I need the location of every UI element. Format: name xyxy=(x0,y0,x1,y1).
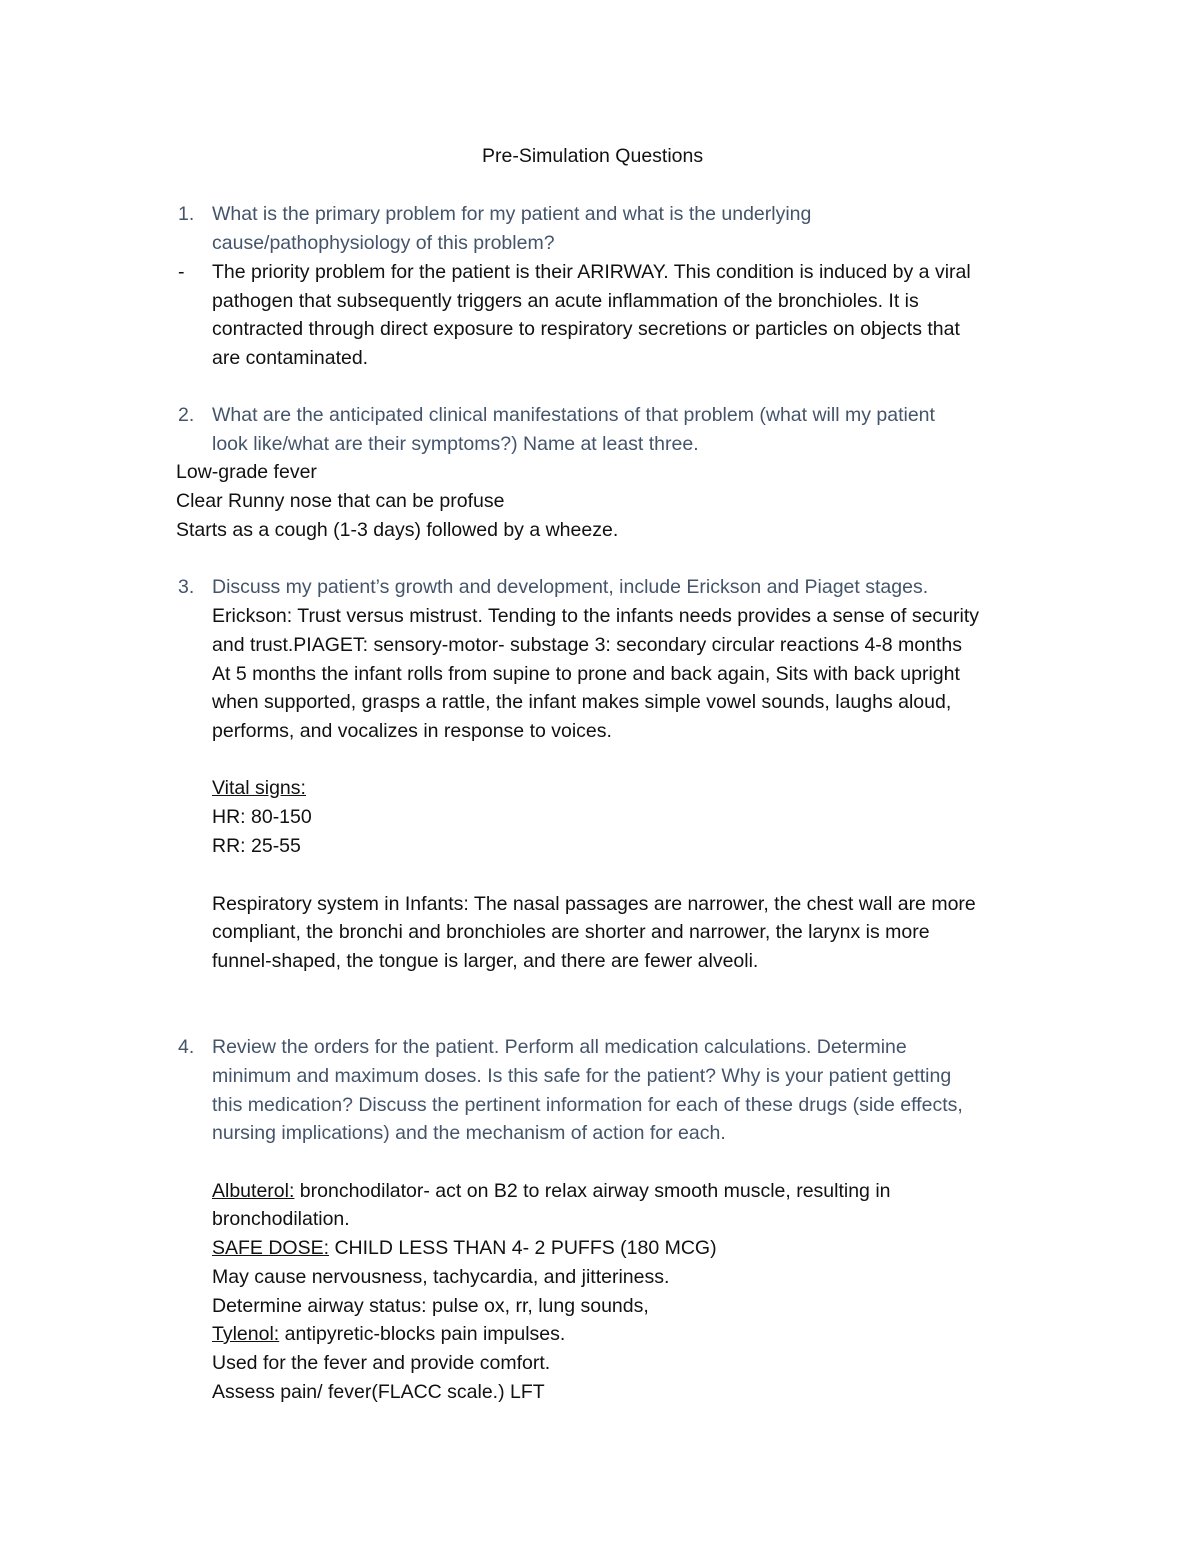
albuterol-note-2: Determine airway status: pulse ox, rr, lung sounds, xyxy=(212,1295,649,1317)
q3-answer-line-5: performs, and vocalizes in response to voices. xyxy=(212,720,612,742)
q1-answer-line-2: pathogen that subsequently triggers an acute inflammation of the bronchioles. It is xyxy=(212,290,919,312)
q1-question-line-1: What is the primary problem for my patient and what is the underlying xyxy=(212,203,812,225)
respiratory-line-3: funnel-shaped, the tongue is larger, and there are fewer alveoli. xyxy=(212,950,759,972)
q3-answer-line-1: Erickson: Trust versus mistrust. Tending to the infants needs provides a sense of security xyxy=(212,605,980,627)
q3-answer-line-2: and trust.PIAGET: sensory-motor- substage 3: secondary circular reactions 4-8 months xyxy=(212,634,962,656)
albuterol-note-1: May cause nervousness, tachycardia, and jitteriness. xyxy=(212,1266,670,1288)
q4-question-line-3: this medication? Discuss the pertinent information for each of these drugs (side effects, xyxy=(212,1094,963,1116)
q3-answer-line-3: At 5 months the infant rolls from supine to prone and back again, Sits with back upright xyxy=(212,663,960,685)
q3-question-line-1: Discuss my patient’s growth and development, include Erickson and Piaget stages. xyxy=(212,576,929,598)
q2-question-line-1: What are the anticipated clinical manifestations of that problem (what will my patient xyxy=(212,404,935,426)
vital-hr: HR: 80-150 xyxy=(212,806,312,828)
safe-dose-label: SAFE DOSE: xyxy=(212,1237,330,1259)
q3-number: 3. xyxy=(178,576,195,598)
q4-question-line-2: minimum and maximum doses. Is this safe for the patient? Why is your patient getting xyxy=(212,1065,952,1087)
tylenol-label: Tylenol: xyxy=(212,1323,280,1345)
q1-answer-line-1: The priority problem for the patient is their ARIRWAY. This condition is induced by a viral xyxy=(212,261,971,283)
document-title: Pre-Simulation Questions xyxy=(482,145,704,167)
vital-rr: RR: 25-55 xyxy=(212,835,301,857)
q1-answer-line-3: contracted through direct exposure to respiratory secretions or particles on objects that xyxy=(212,318,960,340)
q2-answer-line-2: Clear Runny nose that can be profuse xyxy=(176,490,505,512)
tylenol-text: antipyretic-blocks pain impulses. xyxy=(279,1323,566,1345)
safe-dose-line xyxy=(212,1234,717,1262)
albuterol-text: bronchodilator- act on B2 to relax airway smooth muscle, resulting in xyxy=(294,1180,891,1202)
q4-question-line-4: nursing implications) and the mechanism of action for each. xyxy=(212,1122,726,1144)
albuterol-line xyxy=(212,1177,891,1205)
safe-dose-text: CHILD LESS THAN 4- 2 PUFFS (180 MCG) xyxy=(329,1237,717,1259)
respiratory-line-2: compliant, the bronchi and bronchioles are shorter and narrower, the larynx is more xyxy=(212,921,930,943)
vital-signs-heading: Vital signs: xyxy=(212,777,306,799)
q1-question-line-2: cause/pathophysiology of this problem? xyxy=(212,232,555,254)
tylenol-note-2: Assess pain/ fever(FLACC scale.) LFT xyxy=(212,1381,545,1403)
q2-question-line-2: look like/what are their symptoms?) Name at least three. xyxy=(212,433,699,455)
q1-answer-bullet: - xyxy=(178,261,185,283)
q1-answer-line-4: are contaminated. xyxy=(212,347,369,369)
q1-number: 1. xyxy=(178,203,195,225)
tylenol-note-1: Used for the fever and provide comfort. xyxy=(212,1352,551,1374)
respiratory-line-1: Respiratory system in Infants: The nasal passages are narrower, the chest wall are more xyxy=(212,893,976,915)
q2-answer-line-1: Low-grade fever xyxy=(176,461,317,483)
q4-number: 4. xyxy=(178,1036,195,1058)
q2-number: 2. xyxy=(178,404,195,426)
albuterol-continuation: bronchodilation. xyxy=(212,1208,350,1230)
q2-answer-line-3: Starts as a cough (1-3 days) followed by a wheeze. xyxy=(176,519,619,541)
q4-question-line-1: Review the orders for the patient. Perform all medication calculations. Determine xyxy=(212,1036,907,1058)
q3-answer-line-4: when supported, grasps a rattle, the infant makes simple vowel sounds, laughs aloud, xyxy=(212,691,952,713)
tylenol-line xyxy=(212,1320,565,1348)
albuterol-label: Albuterol: xyxy=(212,1180,295,1202)
